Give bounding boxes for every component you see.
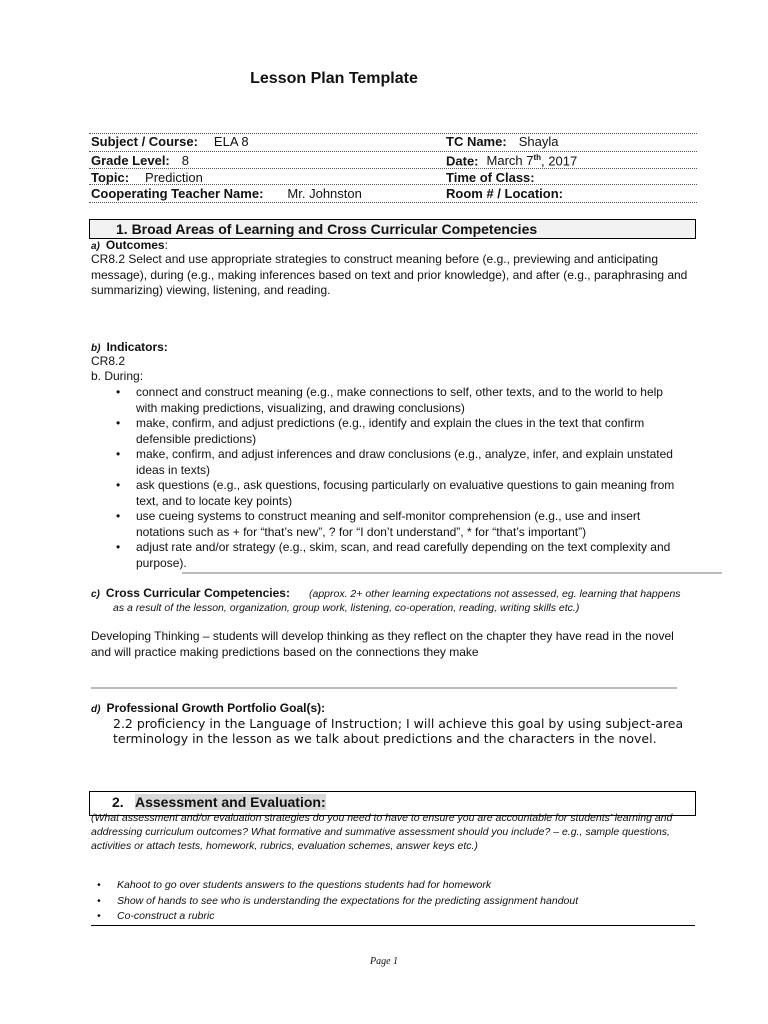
room-row: Room # / Location: bbox=[446, 186, 563, 201]
divider bbox=[182, 572, 722, 574]
page-title: Lesson Plan Template bbox=[250, 70, 418, 87]
date-row: Date: March 7th, 2017 bbox=[446, 153, 578, 169]
assessment-list bbox=[91, 878, 691, 925]
indicators-during: b. During: bbox=[91, 369, 144, 383]
page-number: Page 1 bbox=[369, 956, 399, 967]
growth-goal-label: d) Professional Growth Portfolio Goal(s): bbox=[91, 701, 326, 715]
list-item: • Kahoot to go over students answers to the questions students had for homework bbox=[91, 878, 691, 894]
cross-curricular-label: c) Cross Curricular Competencies: bbox=[91, 586, 290, 600]
growth-goal-text: 2.2 proficiency in the Language of Instruction; I will achieve this goal by using subject-area terminology in the lesson as we talk about predictions and the characters in the novel. bbox=[113, 716, 684, 746]
subject-row: Subject / Course: ELA 8 bbox=[91, 134, 249, 149]
list-item: • connect and construct meaning (e.g., make connections to self, other texts, and to the world to help with making predictions, visualizing, and drawing conclusions) bbox=[110, 385, 684, 416]
list-item: • Co-construct a rubric bbox=[91, 909, 691, 925]
list-item: • make, confirm, and adjust inferences and draw conclusions (e.g., analyze, infer, and explain unstated ideas in texts) bbox=[110, 447, 684, 478]
list-item: • ask questions (e.g., ask questions, focusing particularly on evaluative questions to gain meaning from text, and to locate key points) bbox=[110, 478, 684, 509]
section-1-heading: 1. Broad Areas of Learning and Cross Curricular Competencies bbox=[89, 219, 696, 239]
assessment-note: (What assessment and/or evaluation strategies do you need to have to ensure you are accountable for students’ learning and addressing curriculum outcomes? What formative and summative assessment should you include? – e.g., sample questions, activities or attach tests, homework, rubrics, evaluation schemes, answer keys etc.) bbox=[91, 812, 673, 852]
list-item: • use cueing systems to construct meaning and self-monitor comprehension (e.g., use and insert notations such as + for “that’s new”, ? for “I don’t understand”, * for “that’s important”) bbox=[110, 509, 684, 540]
cross-curricular-note: (approx. 2+ other learning expectations not assessed, eg. learning that happens as a result of the lesson, organization, group work, listening, co-operation, reading, writing skills etc.) bbox=[113, 588, 681, 614]
time-row: Time of Class: bbox=[446, 170, 535, 185]
header-rule-2 bbox=[89, 168, 697, 169]
indicators-label: b) Indicators: bbox=[91, 340, 168, 354]
list-item: • adjust rate and/or strategy (e.g., skim, scan, and read carefully depending on the text complexity and purpose). bbox=[110, 540, 684, 571]
topic-row: Topic: Prediction bbox=[91, 170, 203, 185]
header-rule-bottom bbox=[89, 202, 697, 203]
tc-name-row: TC Name: Shayla bbox=[446, 134, 559, 149]
indicators-list bbox=[110, 385, 684, 571]
list-item: • make, confirm, and adjust predictions (e.g., identify and explain the clues in the text that confirm defensible predictions) bbox=[110, 416, 684, 447]
header-rule-3 bbox=[89, 184, 697, 185]
divider bbox=[91, 687, 677, 689]
header-rule-1 bbox=[89, 151, 697, 152]
outcomes-label: a) Outcomes: bbox=[91, 238, 168, 252]
indicators-code: CR8.2 bbox=[91, 354, 126, 368]
list-item: • Show of hands to see who is understanding the expectations for the predicting assignment handout bbox=[91, 894, 691, 910]
cross-curricular-text: Developing Thinking – students will develop thinking as they reflect on the chapter they have read in the novel and will practice making predictions based on the connections they make bbox=[91, 629, 674, 659]
grade-row: Grade Level: 8 bbox=[91, 153, 189, 168]
coop-teacher-row: Cooperating Teacher Name: Mr. Johnston bbox=[91, 186, 362, 201]
section-2-heading: 2. Assessment and Evaluation: bbox=[89, 791, 696, 816]
divider bbox=[91, 925, 695, 926]
outcomes-text: CR8.2 Select and use appropriate strategies to construct meaning before (e.g., previewing and anticipating message), during (e.g., making inferences based on text and prior knowledge), and after (e.g., paraphrasing and summarizing) viewing, listening, and reading. bbox=[91, 252, 688, 297]
